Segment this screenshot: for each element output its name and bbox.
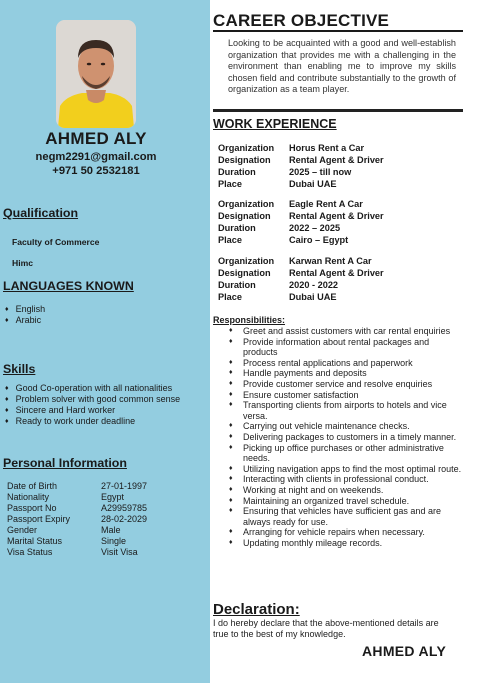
skill-item: ♦ Sincere and Hard worker bbox=[5, 405, 180, 416]
declaration-heading: Declaration: bbox=[213, 601, 300, 618]
job-organization: Eagle Rent A Car bbox=[289, 199, 363, 209]
personal-info-row bbox=[7, 525, 147, 536]
job-place: Dubai UAE bbox=[289, 292, 337, 302]
personal-info-row bbox=[7, 547, 147, 558]
job-designation: Rental Agent & Driver bbox=[289, 268, 384, 278]
personal-info-row bbox=[7, 481, 147, 492]
candidate-name: AHMED ALY bbox=[45, 129, 147, 148]
skills-list bbox=[5, 383, 180, 427]
info-value: 28-02-2029 bbox=[101, 514, 148, 524]
info-value: A29959785 bbox=[101, 503, 148, 513]
responsibilities-heading: Responsibilities: bbox=[213, 315, 286, 325]
heading-divider bbox=[213, 30, 463, 32]
sidebar bbox=[0, 0, 210, 683]
qualification-heading: Qualification bbox=[3, 206, 79, 220]
responsibility-item: ♦ Transporting clients from airports to hotels and vice versa. bbox=[229, 400, 465, 421]
personal-info-row bbox=[7, 503, 147, 514]
info-value: Single bbox=[101, 536, 127, 546]
org-label: Organization bbox=[218, 199, 275, 209]
section-divider bbox=[213, 109, 463, 112]
phone-number: +971 50 2532181 bbox=[52, 165, 140, 177]
duration-label: Duration bbox=[218, 223, 256, 233]
info-label: Passport Expiry bbox=[7, 514, 71, 524]
language-item: ♦ Arabic bbox=[5, 315, 45, 326]
personal-info-row bbox=[7, 536, 147, 547]
info-label: Passport No bbox=[7, 503, 57, 513]
responsibility-item: ♦ Updating monthly mileage records. bbox=[229, 538, 465, 549]
place-label: Place bbox=[218, 235, 243, 245]
info-value: Visit Visa bbox=[101, 547, 138, 557]
responsibility-item: ♦ Picking up office purchases or other administrative needs. bbox=[229, 443, 465, 464]
profile-photo bbox=[56, 20, 136, 128]
info-label: Visa Status bbox=[7, 547, 53, 557]
org-label: Organization bbox=[218, 143, 275, 153]
info-value: Egypt bbox=[101, 492, 125, 502]
skill-item: ♦ Ready to work under deadline bbox=[5, 416, 180, 427]
responsibility-item: ♦ Greet and assist customers with car rental enquiries bbox=[229, 326, 465, 337]
job-place: Dubai UAE bbox=[289, 179, 337, 189]
responsibility-item: ♦ Carrying out vehicle maintenance checks. bbox=[229, 421, 465, 432]
job-designation: Rental Agent & Driver bbox=[289, 155, 384, 165]
languages-heading: LANGUAGES KNOWN bbox=[3, 279, 134, 293]
place-label: Place bbox=[218, 292, 243, 302]
signature-name: AHMED ALY bbox=[362, 643, 447, 659]
info-label: Date of Birth bbox=[7, 481, 58, 491]
responsibility-item: ♦ Arranging for vehicle repairs when necessary. bbox=[229, 527, 465, 538]
duration-label: Duration bbox=[218, 167, 256, 177]
skills-heading: Skills bbox=[3, 362, 36, 376]
personal-info-table bbox=[7, 481, 147, 558]
designation-label: Designation bbox=[218, 155, 271, 165]
job-designation: Rental Agent & Driver bbox=[289, 211, 384, 221]
designation-label: Designation bbox=[218, 211, 271, 221]
job-duration: 2025 – till now bbox=[289, 167, 352, 177]
job-entry bbox=[218, 142, 384, 190]
designation-label: Designation bbox=[218, 268, 271, 278]
info-label: Gender bbox=[7, 525, 38, 535]
job-organization: Karwan Rent A Car bbox=[289, 256, 372, 266]
responsibility-item: ♦ Delivering packages to customers in a timely manner. bbox=[229, 432, 465, 443]
skill-item: ♦ Problem solver with good common sense bbox=[5, 394, 180, 405]
job-duration: 2022 – 2025 bbox=[289, 223, 341, 233]
responsibility-item: ♦ Working at night and on weekends. bbox=[229, 485, 465, 496]
responsibility-item: ♦ Utilizing navigation apps to find the most optimal route. bbox=[229, 464, 465, 475]
career-objective-heading: CAREER OBJECTIVE bbox=[213, 11, 390, 30]
person-portrait-icon bbox=[56, 20, 136, 128]
info-label: Marital Status bbox=[7, 536, 63, 546]
responsibility-item: ♦ Provide customer service and resolve enquiries bbox=[229, 379, 465, 390]
place-label: Place bbox=[218, 179, 243, 189]
personal-info-row bbox=[7, 514, 147, 525]
responsibility-item: ♦ Maintaining an organized travel schedule. bbox=[229, 496, 465, 507]
job-entry bbox=[218, 198, 384, 246]
job-place: Cairo – Egypt bbox=[289, 235, 349, 245]
responsibility-item: ♦ Provide information about rental packages and products bbox=[229, 337, 465, 358]
declaration-text: I do hereby declare that the above-mentioned details are true to the best of my knowledge. bbox=[213, 618, 439, 639]
responsibilities-list bbox=[229, 326, 465, 548]
personal-info-heading: Personal Information bbox=[3, 456, 127, 470]
responsibility-item: ♦ Interacting with clients in professional conduct. bbox=[229, 474, 465, 485]
info-value: Male bbox=[101, 525, 121, 535]
job-duration: 2020 - 2022 bbox=[289, 280, 339, 290]
qualification-item: Faculty of Commerce bbox=[12, 237, 100, 247]
responsibility-item: ♦ Process rental applications and paperwork bbox=[229, 358, 465, 369]
skill-item: ♦ Good Co-operation with all nationalities bbox=[5, 383, 180, 394]
job-entry bbox=[218, 255, 384, 303]
career-objective-text: Looking to be acquainted with a good and well-establish organization that provides me with a challenging in the environment than enabling me to improve my skills chosen field and contribute substantially to the growth of organization as a team player. bbox=[228, 38, 456, 94]
responsibility-item: ♦ Handle payments and deposits bbox=[229, 368, 465, 379]
personal-info-row bbox=[7, 492, 147, 503]
duration-label: Duration bbox=[218, 280, 256, 290]
info-value: 27-01-1997 bbox=[101, 481, 148, 491]
work-experience-heading: WORK EXPERIENCE bbox=[213, 117, 337, 131]
language-item: ♦ English bbox=[5, 304, 45, 315]
languages-list bbox=[5, 304, 45, 326]
org-label: Organization bbox=[218, 256, 275, 266]
qualification-item: Himc bbox=[12, 258, 34, 268]
job-organization: Horus Rent a Car bbox=[289, 143, 365, 153]
responsibility-item: ♦ Ensure customer satisfaction bbox=[229, 390, 465, 401]
responsibility-item: ♦ Ensuring that vehicles have sufficient gas and are always ready for use. bbox=[229, 506, 465, 527]
info-label: Nationality bbox=[7, 492, 50, 502]
email-address: negm2291@gmail.com bbox=[35, 151, 157, 163]
